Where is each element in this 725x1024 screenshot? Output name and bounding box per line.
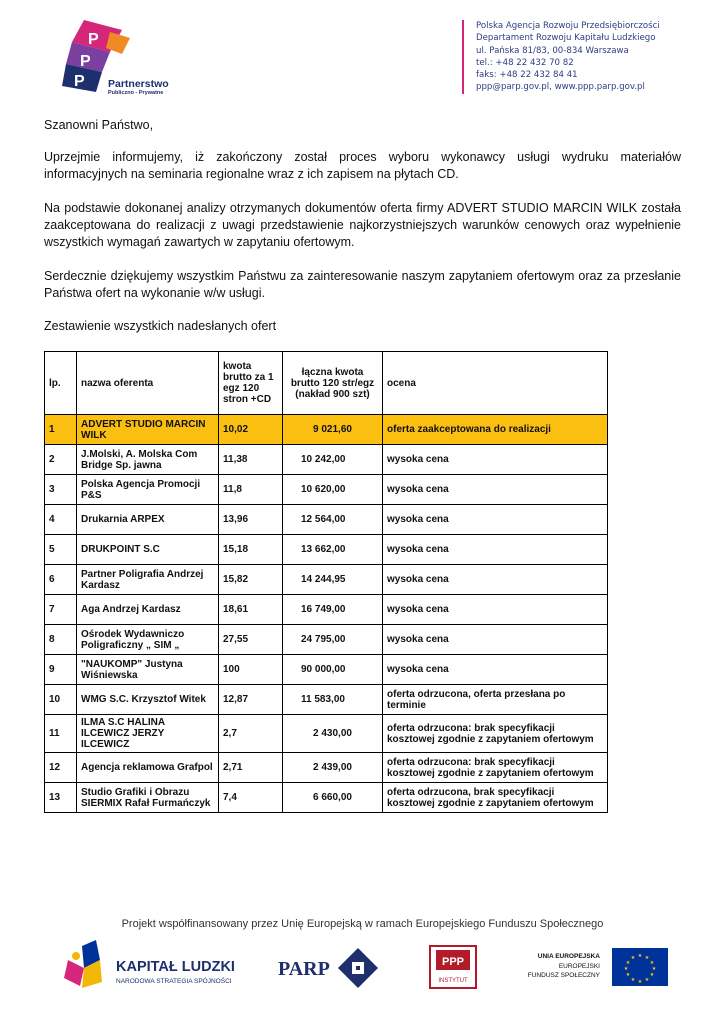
header-rating: ocena xyxy=(383,352,608,415)
header-email-link[interactable]: ppp@parp.gov.pl, www.ppp.parp.gov.pl xyxy=(476,82,645,93)
cell-name: Drukarnia ARPEX xyxy=(77,505,219,535)
logo-subtitle: Publiczno - Prywatne xyxy=(108,90,164,96)
table-row xyxy=(45,753,608,783)
logo-name: Partnerstwo xyxy=(108,78,169,90)
cell-lp: 4 xyxy=(45,505,77,535)
cell-lp: 10 xyxy=(45,685,77,715)
cell-total: 24 795,00 xyxy=(283,625,383,655)
footer-logos-graphic xyxy=(60,938,670,998)
cell-total: 12 564,00 xyxy=(283,505,383,535)
eu-logo xyxy=(528,948,668,986)
cell-total: 10 620,00 xyxy=(283,475,383,505)
cell-total: 16 749,00 xyxy=(283,595,383,625)
cell-rating: wysoka cena xyxy=(383,655,608,685)
cell-lp: 9 xyxy=(45,655,77,685)
cell-lp: 12 xyxy=(45,753,77,783)
cell-rating: wysoka cena xyxy=(383,535,608,565)
cell-total: 90 000,00 xyxy=(283,655,383,685)
cell-name: Agencja reklamowa Grafpol xyxy=(77,753,219,783)
svg-text:★: ★ xyxy=(649,960,655,966)
table-header-row xyxy=(45,352,608,415)
cell-lp: 11 xyxy=(45,715,77,753)
parp-logo xyxy=(278,948,378,988)
header-line: faks: +48 22 432 84 41 xyxy=(476,70,578,81)
cell-lp: 13 xyxy=(45,783,77,813)
kl-title: KAPITAŁ LUDZKI xyxy=(116,959,235,975)
footer-text: Projekt współfinansowany przez Unię Europejską w ramach Europejskiego Funduszu Społecznego xyxy=(121,918,604,930)
cell-rating: oferta odrzucona, oferta przesłana po terminie xyxy=(383,685,608,715)
header-total: łączna kwota brutto 120 str/egz (nakład 900 szt) xyxy=(283,352,383,415)
cell-rating: wysoka cena xyxy=(383,505,608,535)
svg-text:★: ★ xyxy=(637,979,643,985)
cell-total: 10 242,00 xyxy=(283,445,383,475)
svg-text:P: P xyxy=(74,73,85,90)
cell-name: Aga Andrzej Kardasz xyxy=(77,595,219,625)
cell-rating: oferta odrzucona: brak specyfikacji kosztowej zgodnie z zapytaniem ofertowym xyxy=(383,753,608,783)
cell-total: 6 660,00 xyxy=(283,783,383,813)
ppp-inst-text: INSTYTUT xyxy=(438,978,468,984)
svg-text:★: ★ xyxy=(625,972,631,978)
cell-total: 2 439,00 xyxy=(283,753,383,783)
cell-name: WMG S.C. Krzysztof Witek xyxy=(77,685,219,715)
header-address xyxy=(462,20,660,94)
cell-rating: oferta odrzucona, brak specyfikacji kosztowej zgodnie z zapytaniem ofertowym xyxy=(383,783,608,813)
svg-text:★: ★ xyxy=(649,972,655,978)
table-row xyxy=(45,415,608,445)
paragraph-1: Uprzejmie informujemy, iż zakończony został proces wyboru wykonawcy usługi wydruku materiałów informacyjnych na seminaria regionalne wraz z ich zapisem na płytach CD. xyxy=(44,150,681,181)
table-row xyxy=(45,655,608,685)
paragraph-3: Serdecznie dziękujemy wszystkim Państwu za zainteresowanie naszym zapytaniem ofertowym oraz za przesłanie Państwa ofert na wykonanie w/w usługi. xyxy=(44,269,681,300)
cell-name: DRUKPOINT S.C xyxy=(77,535,219,565)
cell-name: "NAUKOMP" Justyna Wiśniewska xyxy=(77,655,219,685)
cell-unit-price: 12,87 xyxy=(219,685,283,715)
cell-unit-price: 2,71 xyxy=(219,753,283,783)
svg-text:★: ★ xyxy=(625,960,631,966)
cell-lp: 5 xyxy=(45,535,77,565)
eu-line2: EUROPEJSKI xyxy=(558,963,600,970)
header-lp: lp. xyxy=(45,352,77,415)
eu-line3: FUNDUSZ SPOŁECZNY xyxy=(527,972,600,979)
cell-rating: wysoka cena xyxy=(383,565,608,595)
table-row xyxy=(45,535,608,565)
cell-total: 2 430,00 xyxy=(283,715,383,753)
cell-unit-price: 13,96 xyxy=(219,505,283,535)
kapital-ludzki-logo xyxy=(64,940,235,988)
cell-rating: wysoka cena xyxy=(383,445,608,475)
header-line: Departament Rozwoju Kapitału Ludzkiego xyxy=(476,33,656,44)
cell-unit-price: 18,61 xyxy=(219,595,283,625)
cell-rating: wysoka cena xyxy=(383,625,608,655)
table-caption: Zestawienie wszystkich nadesłanych ofert xyxy=(44,319,277,333)
cell-total: 14 244,95 xyxy=(283,565,383,595)
paragraph-2: Na podstawie dokonanej analizy otrzymanych dokumentów oferta firmy ADVERT STUDIO MARCIN WILK została zaakceptowana do realizacji z uwagi przedstawienie najkorzystniejszych warunków cenowych oraz wypełnienie wszystkich wymagań zawartych w zapytaniu ofertowym. xyxy=(44,201,681,249)
cell-lp: 3 xyxy=(45,475,77,505)
header-unit-price: kwota brutto za 1 egz 120 stron +CD xyxy=(219,352,283,415)
svg-text:★: ★ xyxy=(630,977,636,983)
header-name: nazwa oferenta xyxy=(77,352,219,415)
svg-text:★: ★ xyxy=(623,966,629,972)
cell-unit-price: 15,18 xyxy=(219,535,283,565)
cell-unit-price: 11,8 xyxy=(219,475,283,505)
ppp-box-text: PPP xyxy=(441,956,465,968)
offers-table xyxy=(44,351,608,813)
svg-text:P: P xyxy=(88,31,99,48)
cell-total: 11 583,00 xyxy=(283,685,383,715)
cell-lp: 8 xyxy=(45,625,77,655)
cell-name: ILMA S.C HALINA ILCEWICZ JERZY ILCEWICZ xyxy=(77,715,219,753)
cell-total: 13 662,00 xyxy=(283,535,383,565)
cell-rating: oferta odrzucona: brak specyfikacji kosztowej zgodnie z zapytaniem ofertowym xyxy=(383,715,608,753)
table-row xyxy=(45,505,608,535)
cell-name: Polska Agencja Promocji P&S xyxy=(77,475,219,505)
cell-name: Ośrodek Wydawniczo Poligraficzny „ SIM „ xyxy=(77,625,219,655)
cell-name: ADVERT STUDIO MARCIN WILK xyxy=(77,415,219,445)
cell-lp: 7 xyxy=(45,595,77,625)
cell-unit-price: 100 xyxy=(219,655,283,685)
parp-text: PARP xyxy=(278,958,330,980)
cell-name: J.Molski, A. Molska Com Bridge Sp. jawna xyxy=(77,445,219,475)
cell-total: 9 021,60 xyxy=(283,415,383,445)
table-row xyxy=(45,685,608,715)
cell-unit-price: 15,82 xyxy=(219,565,283,595)
table-row xyxy=(45,445,608,475)
svg-text:★: ★ xyxy=(651,966,657,972)
header-line: tel.: +48 22 432 70 82 xyxy=(476,57,574,68)
cell-unit-price: 7,4 xyxy=(219,783,283,813)
svg-text:★: ★ xyxy=(644,977,650,983)
cell-name: Partner Poligrafia Andrzej Kardasz xyxy=(77,565,219,595)
svg-text:P: P xyxy=(80,53,91,70)
table-row xyxy=(45,595,608,625)
cell-unit-price: 10,02 xyxy=(219,415,283,445)
greeting: Szanowni Państwo, xyxy=(44,118,154,132)
header-line: Polska Agencja Rozwoju Przedsiębiorczości xyxy=(476,21,660,31)
cell-rating: wysoka cena xyxy=(383,595,608,625)
cell-rating: wysoka cena xyxy=(383,475,608,505)
cell-unit-price: 11,38 xyxy=(219,445,283,475)
table-row xyxy=(45,625,608,655)
svg-text:★: ★ xyxy=(630,955,636,961)
svg-text:★: ★ xyxy=(637,953,643,959)
cell-lp: 2 xyxy=(45,445,77,475)
cell-unit-price: 27,55 xyxy=(219,625,283,655)
cell-name: Studio Grafiki i Obrazu SIERMIX Rafał Furmańczyk xyxy=(77,783,219,813)
svg-text:★: ★ xyxy=(644,955,650,961)
cell-lp: 6 xyxy=(45,565,77,595)
cell-rating: oferta zaakceptowana do realizacji xyxy=(383,415,608,445)
cell-unit-price: 2,7 xyxy=(219,715,283,753)
header-line: ul. Pańska 81/83, 00-834 Warszawa xyxy=(476,45,629,56)
table-row xyxy=(45,565,608,595)
table-row xyxy=(45,475,608,505)
ppp-instytut-logo xyxy=(430,946,476,988)
footer-logos xyxy=(60,938,670,998)
table-row xyxy=(45,715,608,753)
table-row xyxy=(45,783,608,813)
kl-sub: NARODOWA STRATEGIA SPÓJNOŚCI xyxy=(116,978,232,985)
cell-lp: 1 xyxy=(45,415,77,445)
eu-line1: UNIA EUROPEJSKA xyxy=(537,953,600,960)
